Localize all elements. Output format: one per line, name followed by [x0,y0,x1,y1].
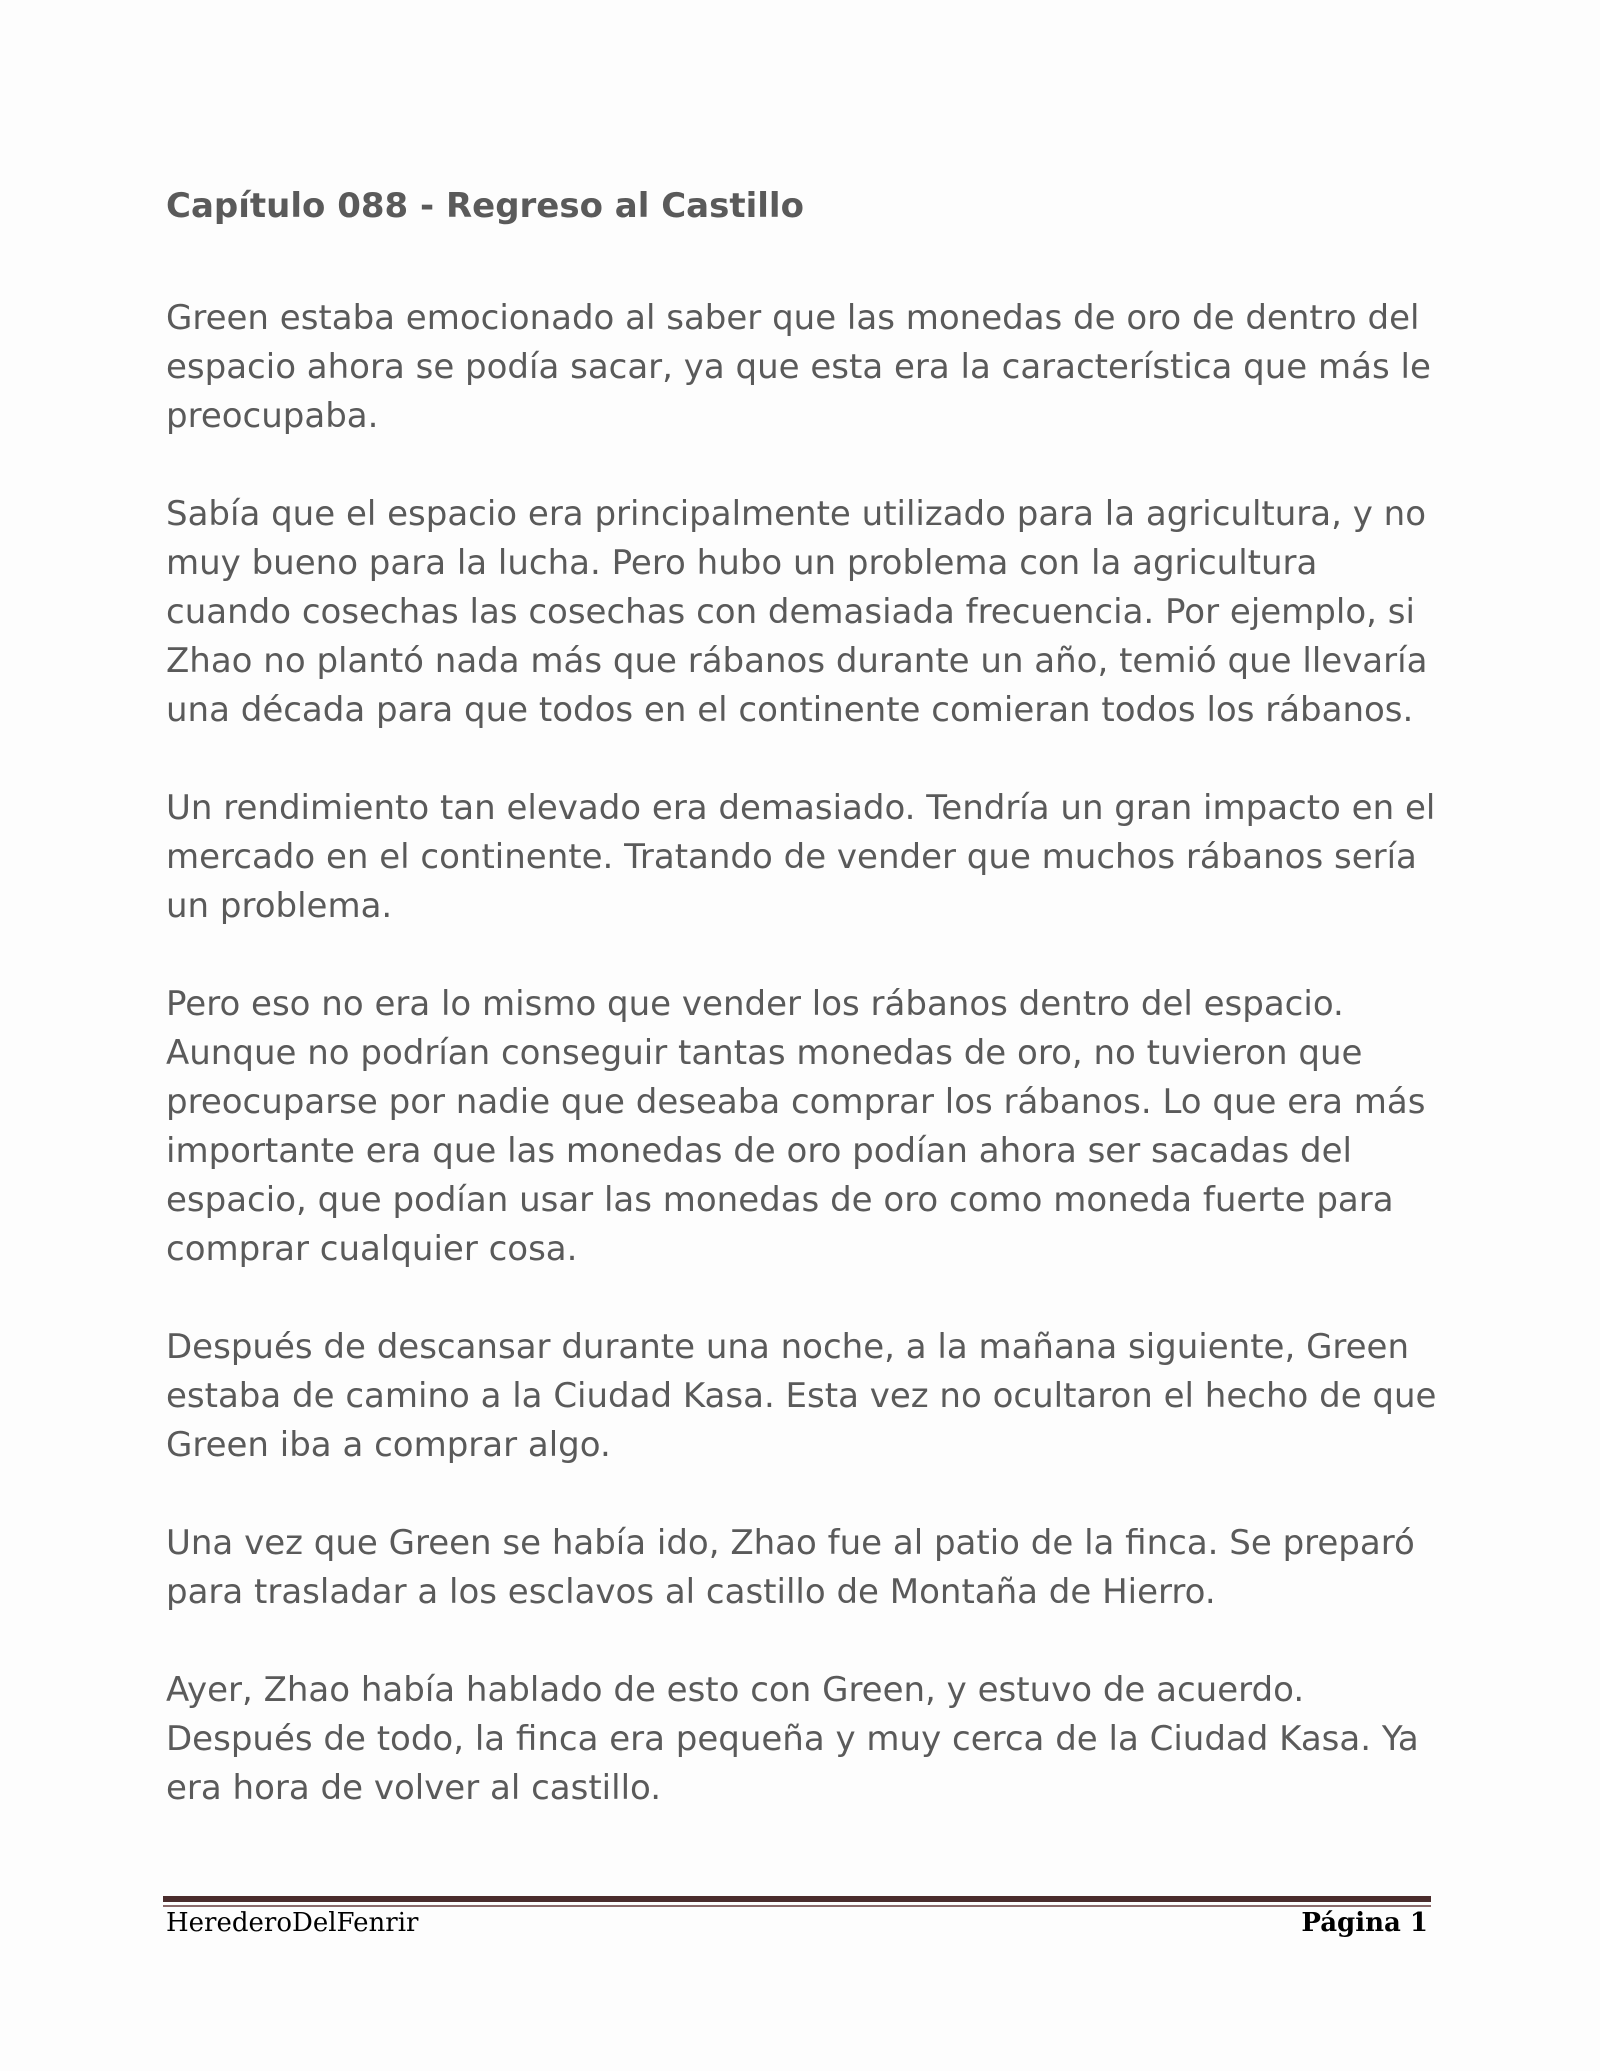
paragraph: Green estaba emocionado al saber que las monedas de oro de dentro del espacio ahora se podía sacar, ya que esta era la característica que más le preocupaba. [166,298,1431,436]
page-body [166,176,1446,1862]
footer-divider [163,1896,1431,1907]
paragraph: Una vez que Green se había ido, Zhao fue al patio de la finca. Se preparó para trasladar a los esclavos al castillo de Montaña de Hierro. [166,1523,1415,1612]
chapter-title: Capítulo 088 - Regreso al Castillo [166,186,804,226]
paragraph: Un rendimiento tan elevado era demasiado. Tendría un gran impacto en el mercado en el continente. Tratando de vender que muchos rábanos sería un problema. [166,788,1436,926]
paragraph: Después de descansar durante una noche, a la mañana siguiente, Green estaba de camino a la Ciudad Kasa. Esta vez no ocultaron el hecho de que Green iba a comprar algo. [166,1327,1437,1465]
paragraph: Ayer, Zhao había hablado de esto con Green, y estuvo de acuerdo. Después de todo, la finca era pequeña y muy cerca de la Ciudad Kasa. Ya era hora de volver al castillo. [166,1670,1419,1808]
page-number: Página 1 [1301,1908,1428,1938]
footer-author: HerederoDelFenrir [166,1908,419,1938]
paragraph: Pero eso no era lo mismo que vender los rábanos dentro del espacio. Aunque no podrían conseguir tantas monedas de oro, no tuvieron que preocuparse por nadie que deseaba comprar los rábanos. Lo que era más importante era que las monedas de oro podían ahora ser sacadas del espacio, que podían usar las monedas de oro como moneda fuerte para comprar cualquier cosa. [166,984,1426,1269]
paragraph: Sabía que el espacio era principalmente utilizado para la agricultura, y no muy bueno para la lucha. Pero hubo un problema con la agricultura cuando cosechas las cosechas con demasiada frecuencia. Por ejemplo, si Zhao no plantó nada más que rábanos durante un año, temió que llevaría una década para que todos en el continente comieran todos los rábanos. [166,494,1428,730]
page-footer [166,1908,1428,1948]
